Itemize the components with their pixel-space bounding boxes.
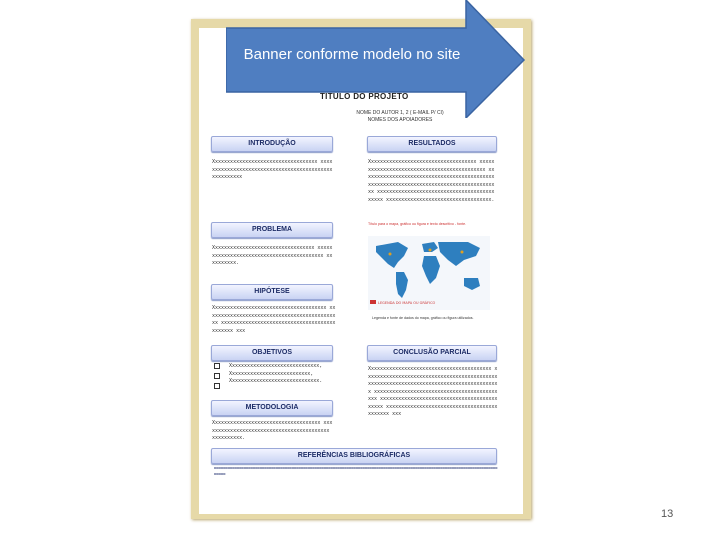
section-body-objetivos [229,363,339,386]
section-body-metodologia: Xxxxxxxxxxxxxxxxxxxxxxxxxxxxxxxxxxxx xxxxxxxxxxxxxxxxxxxxxxxxxxxxxxxxxxxxxxxxxx xxxxxxxxxx. [212,420,333,441]
poster-title: TITULO DO PROJETO [320,92,409,101]
world-map-figure [368,236,490,310]
section-body-problema: Xxxxxxxxxxxxxxxxxxxxxxxxxxxxxxxxxx xxxxxxxxxxxxxxxxxxxxxxxxxxxxxxxxxxxxxxxxxx xxxxxxxxxx. [212,245,333,266]
map-legend: LEGENDA DO MAPA OU GRÁFICO [378,301,436,305]
section-header-metodologia: METODOLOGIA [211,400,333,416]
section-body-hipotese: Xxxxxxxxxxxxxxxxxxxxxxxxxxxxxxxxxxxxxx xxxxxxxxxxxxxxxxxxxxxxxxxxxxxxxxxxxxxxxxxxxxx xxxxxxxxxxxxxxxxxxxxxxxxxxxxxxxxxxxxxxxxxxxxx xxx [212,305,336,334]
map-caption-top: Título para o mapa, gráfico ou figura e texto descritivo - fonte. [368,222,467,226]
section-header-introducao: INTRODUÇÃO [211,136,333,152]
section-header-objetivos: OBJETIVOS [211,345,333,361]
poster-authors: NOME DO AUTOR 1, 2 ( E-MAIL P/ CI) NOMES DOS APOIADORES [356,110,444,123]
section-header-problema: PROBLEMA [211,222,333,238]
slide-page-number: 13 [661,508,674,520]
objetivo-item: Xxxxxxxxxxxxxxxxxxxxxxxxxxxxxx, [229,363,323,369]
section-header-resultados: RESULTADOS [367,136,497,152]
section-header-referencias: REFERÊNCIAS BIBLIOGRÁFICAS [211,448,497,464]
section-body-resultados: Xxxxxxxxxxxxxxxxxxxxxxxxxxxxxxxxxxxx xxxxxxxxxxxxxxxxxxxxxxxxxxxxxxxxxxxxxxxxxxxx xxxxxxxxxxxxxxxxxxxxxxxxxxxxxxxxxxxxxxxxxxxx xxxxxxxxxxxxxxxxxxxxxxxxxxxxxxxxxxxxxxxxxxxx xxxxxxxxxxxxxxxxxxxxxxxxxxxxxxxxxxxxxxxxxxxx xxxxxxxxxxxxxxxxxxxxxxxxxxxxxxxxxxx. [368,159,495,203]
objetivo-item: Xxxxxxxxxxxxxxxxxxxxxxxxxxx, [229,370,314,377]
section-body-introducao: Xxxxxxxxxxxxxxxxxxxxxxxxxxxxxxxxxxx xxxxxxxxxxxxxxxxxxxxxxxxxxxxxxxxxxxxxxxxxxxx xxxxxxxxxx [212,159,333,180]
objetivos-bullets [214,363,220,393]
section-body-conclusao: Xxxxxxxxxxxxxxxxxxxxxxxxxxxxxxxxxxxxxxxxx xxxxxxxxxxxxxxxxxxxxxxxxxxxxxxxxxxxxxxxxxxxx xxxxxxxxxxxxxxxxxxxxxxxxxxxxxxxxxxxxxxxxxxxx xxxxxxxxxxxxxxxxxxxxxxxxxxxxxxxxxxxxxxxxxxxx xxxxxxxxxxxxxxxxxxxxxxxxxxxxxxxxxxxxxxxxxxxx xxxxxxxxxxxxxxxxxxxxxxxxxxxxxxxxxxxxxxxxxxxx xxx [368,366,498,417]
section-header-conclusao: CONCLUSÃO PARCIAL [367,345,497,361]
references-text: ▬▬▬▬▬▬▬▬▬▬▬▬▬▬▬▬▬▬▬▬▬▬▬▬▬▬▬▬▬▬▬▬▬▬▬▬▬▬▬▬▬▬▬▬▬▬▬▬▬▬▬▬▬▬▬▬▬▬▬▬▬▬▬▬▬▬▬▬▬▬▬▬▬▬▬▬▬▬▬▬▬▬▬▬▬▬▬▬▬▬▬▬▬▬▬▬▬▬▬▬▬▬▬▬▬▬▬▬▬▬▬▬▬▬▬▬▬▬▬▬▬▬▬▬▬▬▬▬▬ [214,465,498,476]
callout-label: Banner conforme modelo no site [243,46,461,63]
map-caption-bottom: Legenda e fonte de dados do mapa, gráfico ou figura utilizados. [372,316,474,320]
objetivo-item: Xxxxxxxxxxxxxxxxxxxxxxxxxxxxxx. [229,378,323,384]
section-header-hipotese: HIPÓTESE [211,284,333,300]
